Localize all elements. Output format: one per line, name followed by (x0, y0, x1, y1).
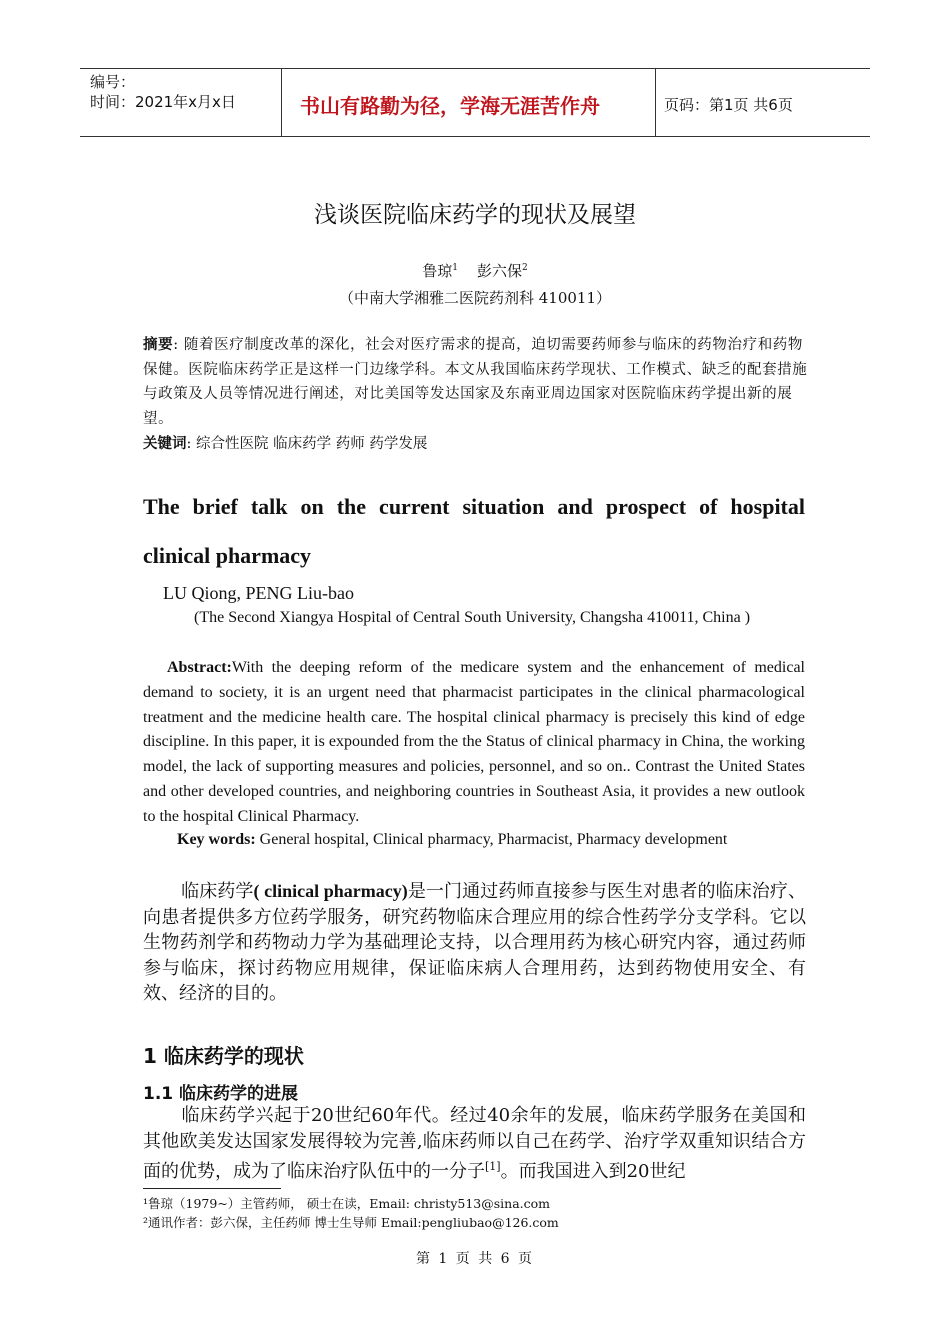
paper-authors (0, 260, 950, 281)
header-top-border (80, 68, 870, 69)
en-keywords (177, 831, 727, 849)
section-1-1-heading: 1.1 临床药学的进展 (143, 1084, 299, 1104)
intro-paragraph (143, 879, 806, 1007)
cn-keywords (143, 432, 427, 453)
intro-bold: ( clinical pharmacy) (253, 881, 408, 901)
header-page-info: 页码：第1页 共6页 (664, 96, 793, 114)
header-motto: 书山有路勤为径，学海无涯苦作舟 (300, 94, 600, 118)
header-divider-left (281, 68, 282, 136)
intro-rest: 是一门通过药师直接参与医生对患者的临床治疗、向患者提供多方位药学服务，研究药物临床合理应用的综合性药学分支学科。它以生物药剂学和药物动力学为基础理论支持，以合理用药为核心研究内容，通过药师参与临床，探讨药物应用规律，保证临床病人合理用药，达到药物使用安全、有效、经济的目的。 (143, 881, 807, 1004)
date-label: 时间：2021年x月x日 (90, 93, 236, 111)
en-authors: LU Qiong, PENG Liu-bao (163, 583, 354, 603)
en-abstract-text: With the deeping reform of the medicare system and the enhancement of medical demand to society, it is an urgent need that pharmacist participates in the clinical pharmacological treatment and the medicine health care. The hospital clinical pharmacy is precisely this kind of edge discipline. In this paper, it is expounded from the the Status of clinical pharmacy in China, the working model, the lack of supporting measures and policies, personnel, and so on.. Contrast the United States and other developed countries, and neighboring countries in Southeast Asia, it provides a new outlook to the hospital Clinical Pharmacy. (143, 659, 805, 825)
section-1-heading: 1 临床药学的现状 (143, 1044, 304, 1068)
citation-1[interactable]: [1] (485, 1160, 501, 1173)
intro-prefix: 临床药学 (181, 881, 254, 902)
cn-keywords-label: 关键词 (143, 435, 187, 452)
paper-title: 浅谈医院临床药学的现状及展望 (314, 202, 636, 228)
author-1: 鲁琼 (422, 262, 453, 280)
cn-abstract-text: : 随着医疗制度改革的深化，社会对医疗需求的提高，迫切需要药师参与临床的药物治疗和药物保健。医院临床药学正是这样一门边缘学科。本文从我国临床药学现状、工作模式、缺乏的配套措施与政策及人员等情况进行阐述，对比美国等发达国家及东南亚周边国家对医院临床药学提出新的展望。 (143, 337, 808, 427)
footnote-1: ¹鲁琼（1979~）主管药师， 硕士在读，Email: christy513@sina.com (143, 1196, 551, 1211)
footnote-rule (143, 1188, 281, 1189)
en-keywords-text: General hospital, Clinical pharmacy, Pharmacist, Pharmacy development (255, 831, 728, 848)
en-keywords-label: Key words: (177, 831, 256, 848)
page-number: 第 1 页 共 6 页 (415, 1251, 535, 1267)
section-1-1-text-a: 临床药学兴起于20世纪60年代。经过40余年的发展，临床药学服务在美国和其他欧美发达国家发展得较为完善,临床药师以自己在药学、治疗学双重知识结合方面的优势，成为了临床治疗队伍中的一分子 (143, 1105, 806, 1182)
author-1-sup: 1 (452, 263, 458, 273)
en-affiliation: (The Second Xiangya Hospital of Central South University, Changsha 410011, China ) (194, 609, 751, 626)
en-title-line1: The brief talk on the current situation and prospect of hospital (143, 494, 805, 519)
paper-affiliation: （中南大学湘雅二医院药剂科 410011） (338, 289, 612, 307)
header-left-cell (90, 72, 236, 112)
cn-keywords-text: : 综合性医院 临床药学 药师 药学发展 (186, 436, 428, 452)
author-2: 彭六保 (477, 262, 523, 280)
section-1-1-paragraph (143, 1103, 806, 1185)
cn-abstract-label: 摘要 (143, 336, 174, 353)
en-abstract (143, 656, 805, 830)
footnote-2: ²通讯作者：彭六保，主任药师 博士生导师 Email:pengliubao@126.com (143, 1215, 559, 1230)
header-divider-right (655, 68, 656, 136)
header-bottom-border (80, 136, 870, 137)
en-abstract-label: Abstract: (167, 659, 232, 676)
code-label: 编号： (90, 73, 136, 91)
en-title-line2: clinical pharmacy (143, 543, 312, 568)
cn-abstract (143, 333, 808, 431)
author-2-sup: 2 (522, 263, 528, 273)
section-1-1-text-b: 。而我国进入到20世纪 (500, 1161, 686, 1182)
